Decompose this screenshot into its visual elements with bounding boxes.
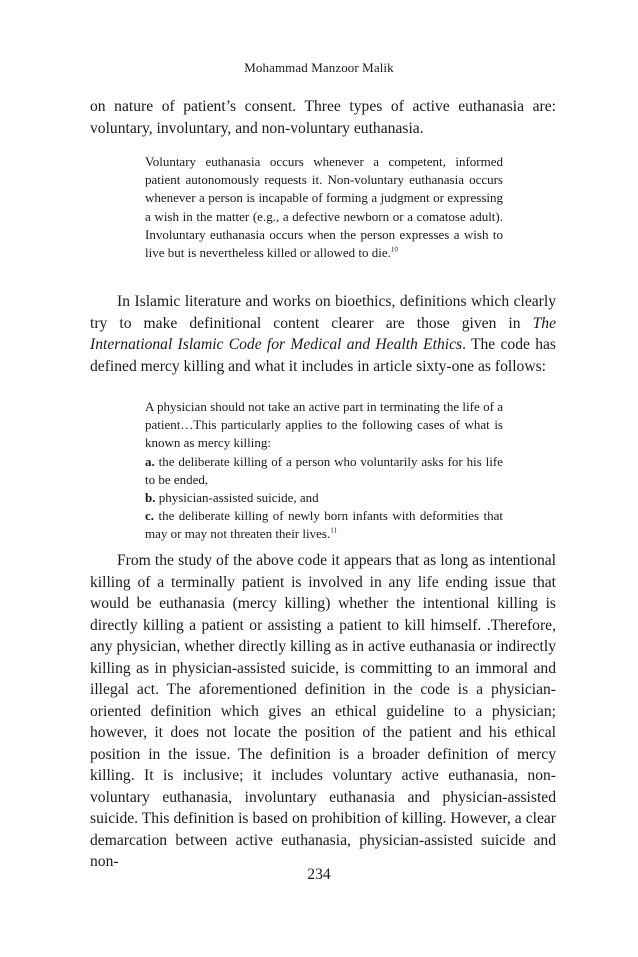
list-item-letter: b. <box>145 490 156 506</box>
list-item-text: physician-assisted suicide, and <box>155 490 319 506</box>
running-head-author: Mohammad Manzoor Malik <box>244 60 394 75</box>
list-item <box>145 453 503 489</box>
list-item <box>145 507 503 543</box>
footnote-ref-10[interactable]: 10 <box>390 245 398 254</box>
list-item-text: the deliberate killing of a person who voluntarily asks for his life to be ended, <box>145 453 503 487</box>
block-quote-1-text: Voluntary euthanasia occurs whenever a competent, informed patient autonomously requests it. Non-voluntary euthanasia occurs whenever a person is incapable of forming a judgment or expressing a wish in the matter (e.g., a defective newborn or a comatose adult). Involuntary euthanasia occurs when the person expresses a wish to live but is nevertheless killed or allowed to die. <box>145 154 503 261</box>
list-item-letter: a. <box>145 453 155 469</box>
body-paragraph-3: From the study of the above code it appears that as long as intentional killing of a terminally patient is involved in any life ending issue that would be euthanasia (mercy killing) whether the intentional killing is directly killing a patient or assisting a patient to kill himself. .Therefore, any physician, whether directly killing as in active euthanasia or indirectly killing as in physician-assisted suicide, is committing to an immoral and illegal act. The aforementioned definition in the code is a physician-oriented definition which gives an ethical guideline to a physician; however, it does not locate the position of the patient and his ethical position in the issue. The definition is a broader definition of mercy killing. It is inclusive; it includes voluntary active euthanasia, non-voluntary euthanasia, involuntary euthanasia and physician-assisted suicide. This definition is based on prohibition of killing. However, a clear demarcation between active euthanasia, physician-assisted suicide and non- <box>90 552 556 870</box>
list-item <box>145 489 503 507</box>
block-quote-2 <box>145 398 503 544</box>
body-paragraph-1: on nature of patient’s consent. Three types of active euthanasia are: voluntary, involuntary, and non-voluntary euthanasia. <box>90 98 556 137</box>
list-item-text: the deliberate killing of newly born infants with deformities that may or may not threaten their lives. <box>145 508 503 542</box>
code-title: The International Islamic Code for Medical and Health Ethics <box>90 314 556 353</box>
body-paragraph-2 <box>90 291 556 377</box>
page-number: 234 <box>307 866 331 883</box>
block-quote-2-intro: A physician should not take an active part in terminating the life of a patient…This particularly applies to the following cases of what is known as mercy killing: <box>145 399 503 451</box>
footnote-ref-11[interactable]: 11 <box>330 527 337 536</box>
paragraph-2-lead: In Islamic literature and works on bioethics, definitions which clearly try to make definitional content clearer are those given in <box>90 293 556 332</box>
list-item-letter: c. <box>145 508 155 524</box>
paragraph-2-tail: . The code has defined mercy killing and what it includes in article sixty-one as follows: <box>90 336 556 375</box>
block-quote-1 <box>145 153 503 262</box>
